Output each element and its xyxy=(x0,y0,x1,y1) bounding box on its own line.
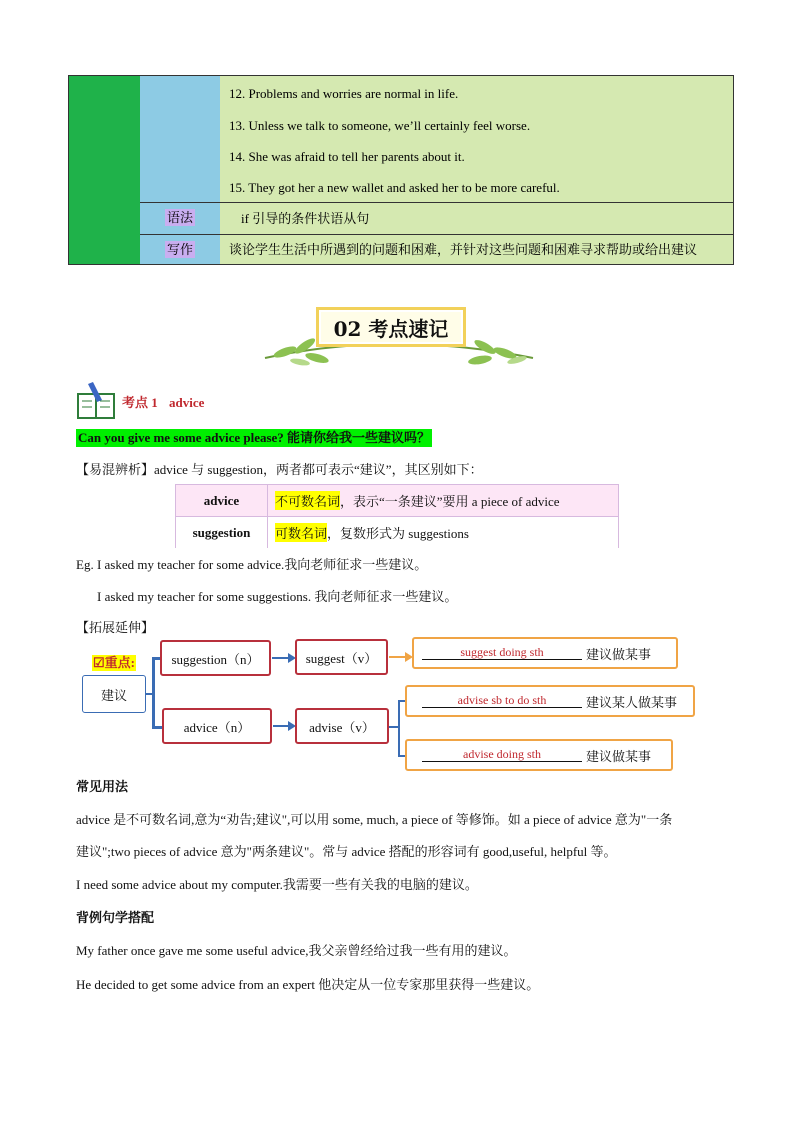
table-col-text xyxy=(220,76,733,264)
phrase-node: advise sb to do sth 建议某人做某事 xyxy=(405,685,695,717)
sentence-row: 13. Unless we talk to someone, we’ll certainly feel worse. xyxy=(229,118,531,133)
grammar-text: if 引导的条件状语从句 xyxy=(241,211,370,226)
example-sentence: Can you give me some advice please? 能请你给我一些建议吗？ xyxy=(78,430,431,445)
writing-label: 写作 xyxy=(167,242,194,257)
table-col-green xyxy=(69,76,141,264)
point-label: 考点 1 xyxy=(122,395,158,410)
root-node: 建议 xyxy=(82,675,146,713)
table-col-blue xyxy=(140,76,221,264)
table-cell-key: suggestion xyxy=(176,517,268,548)
verb-node-suggest: suggest（v） xyxy=(295,639,388,675)
verb-node-advise: advise（v） xyxy=(295,708,389,744)
sentence-row: 15. They got her a new wallet and asked her to be more careful. xyxy=(229,180,560,195)
noun-node-suggestion: suggestion（n） xyxy=(160,640,271,676)
table-cell-key: advice xyxy=(176,485,268,516)
confusion-intro: 【易混辨析】advice 与 suggestion，两者都可表示“建议”，其区别如下： xyxy=(76,462,483,477)
sentence-row: 12. Problems and worries are normal in life. xyxy=(229,86,459,101)
section-title-box xyxy=(316,307,466,347)
grammar-label: 语法 xyxy=(167,210,194,225)
writing-text: 谈论学生生活中所遇到的问题和困难，并针对这些问题和困难寻求帮助或给出建议 xyxy=(229,242,698,257)
usage-example: I need some advice about my computer.我需要一些有关我的电脑的建议。 xyxy=(76,877,478,892)
vocab-table xyxy=(68,75,734,265)
book-pencil-icon xyxy=(76,380,118,420)
noun-node-advice: advice（n） xyxy=(162,708,272,744)
usage-paragraph-line: 建议";two pieces of advice 意为"两条建议"。常与 advice 搭配的形容词有 good,useful, helpful 等。 xyxy=(76,844,617,859)
sentence-row: 14. She was afraid to tell her parents about it. xyxy=(229,149,465,164)
point-word: advice xyxy=(169,395,205,410)
eg-line: Eg. I asked my teacher for some advice.我向老师征求一些建议。 xyxy=(76,557,428,572)
phrase-blank: suggest doing sth xyxy=(422,646,582,660)
table-cell-value: 不可数名词 ，表示“一条建议”要用 a piece of advice xyxy=(268,485,618,516)
usage-paragraph-line: advice 是不可数名词,意为“劝告;建议",可以用 some, much, a piece of 等修饰。如 a piece of advice 意为"一条 xyxy=(76,812,673,827)
extension-heading: 【拓展延伸】 xyxy=(76,620,155,635)
table-row xyxy=(176,485,618,517)
key-label: ☑重点: xyxy=(93,655,135,670)
section-title: 02 考点速记 xyxy=(333,316,449,341)
eg-line: I asked my teacher for some suggestions. 我向老师征求一些建议。 xyxy=(97,589,458,604)
phrase-blank: advise sb to do sth xyxy=(422,694,582,708)
memorize-heading: 背例句学搭配 xyxy=(76,910,155,925)
table-cell-value: 可数名词 ，复数形式为 suggestions xyxy=(268,517,618,548)
memorize-line: He decided to get some advice from an expert 他决定从一位专家那里获得一些建议。 xyxy=(76,977,540,992)
phrase-blank: advise doing sth xyxy=(422,748,582,762)
phrase-node: advise doing sth 建议做某事 xyxy=(405,739,673,771)
usage-heading: 常见用法 xyxy=(76,779,129,794)
phrase-node: suggest doing sth 建议做某事 xyxy=(412,637,678,669)
comparison-table xyxy=(175,484,619,548)
memorize-line: My father once gave me some useful advice,我父亲曾经给过我一些有用的建议。 xyxy=(76,943,517,958)
table-row xyxy=(176,517,618,548)
